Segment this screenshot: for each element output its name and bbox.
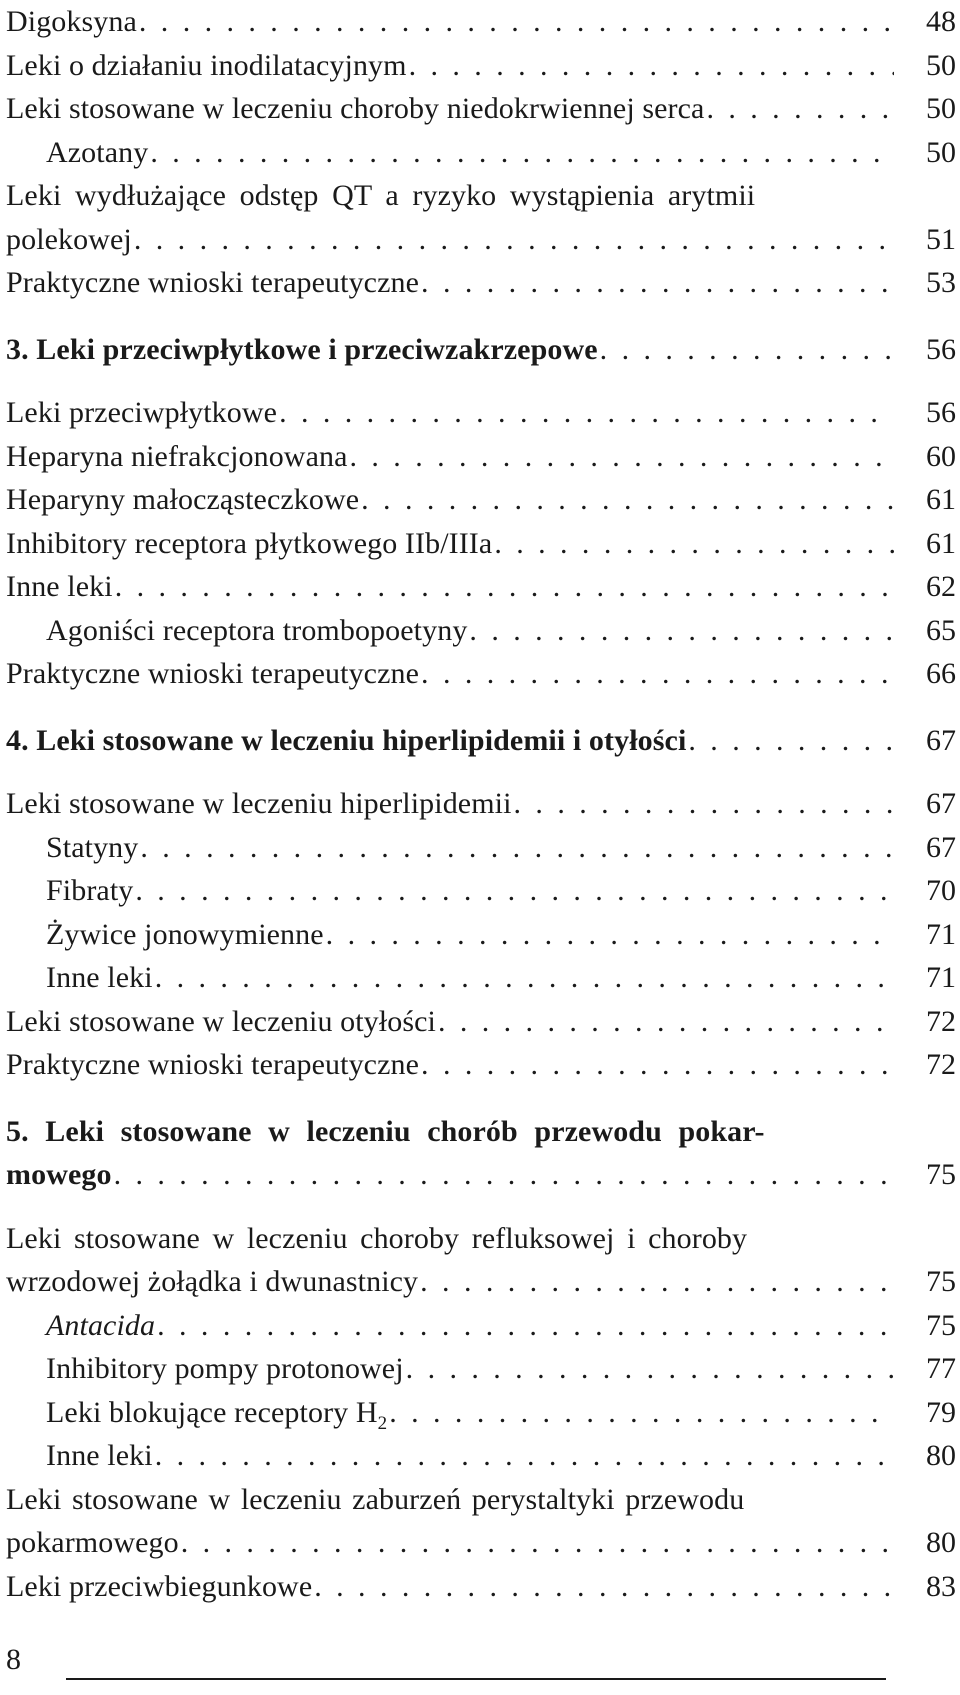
toc-entry-label: Inhibitory receptora płytkowego IIb/IIIa [6, 526, 493, 560]
table-of-contents [6, 0, 956, 1608]
toc-entry-page: 79 [926, 1395, 956, 1429]
page-number: 8 [6, 1643, 21, 1676]
toc-entry-page: 72 [926, 1004, 956, 1038]
toc-entry-page: 61 [926, 483, 956, 516]
dot-leader [406, 1347, 894, 1391]
toc-entry-page: 50 [926, 135, 956, 169]
toc-entry-label: Żywice jonowymienne [46, 917, 324, 951]
toc-chapter-label: 5. Leki stosowane w leczeniu chorób przewodu pokar- [6, 1114, 765, 1148]
toc-entry [6, 913, 956, 957]
toc-entry-label: Leki stosowane w leczeniu zaburzeń perystaltyki przewodu [6, 1482, 745, 1516]
toc-entry [6, 1000, 956, 1044]
dot-leader [421, 652, 894, 696]
dot-leader [438, 1000, 894, 1044]
dot-leader [421, 1043, 894, 1087]
toc-entry-label: Praktyczne wnioski terapeutyczne [6, 657, 420, 690]
toc-entry [6, 782, 956, 826]
toc-chapter-line [6, 1110, 956, 1154]
toc-entry-label: Inhibitory pompy protonowej [46, 1352, 404, 1385]
toc-chapter-label: 3. Leki przeciwpłytkowe i przeciwzakrzepowe [6, 332, 598, 366]
dot-leader [314, 1565, 894, 1609]
dot-leader [514, 782, 894, 826]
toc-entry-label: Antacida [46, 1308, 156, 1342]
toc-entry-line [6, 1217, 956, 1261]
dot-leader [181, 1521, 894, 1565]
toc-entry [6, 652, 956, 696]
dot-leader [600, 328, 894, 372]
toc-entry-label: Leki stosowane w leczeniu hiperlipidemii [6, 787, 512, 820]
toc-entry-label: Leki o działaniu inodilatacyjnym [6, 48, 407, 82]
toc-entry-page: 50 [926, 48, 956, 82]
toc-entry [6, 869, 956, 913]
toc-entry-label-text: Leki blokujące receptory H [46, 1395, 378, 1429]
toc-entry [6, 131, 956, 175]
toc-chapter-label: 4. Leki stosowane w leczeniu hiperlipidemii i otyłości [6, 723, 687, 757]
subscript: 2 [377, 1412, 388, 1434]
dot-leader [409, 44, 894, 88]
dot-leader [469, 609, 894, 653]
toc-entry [6, 435, 956, 479]
dot-leader [494, 522, 894, 566]
dot-leader [279, 391, 894, 435]
dot-leader [326, 913, 894, 957]
dot-leader [688, 719, 894, 763]
toc-entry-label: Azotany [46, 135, 149, 169]
toc-entry-label: Heparyny małocząsteczkowe [6, 483, 360, 516]
toc-entry [6, 0, 956, 44]
toc-entry [6, 1043, 956, 1087]
toc-entry-page: 67 [926, 787, 956, 820]
toc-entry [6, 391, 956, 435]
toc-entry-page: 60 [926, 439, 956, 473]
toc-entry-label: Leki stosowane w leczeniu otyłości [6, 1004, 436, 1038]
toc-entry-page: 53 [926, 266, 956, 299]
toc-chapter [6, 1153, 956, 1197]
toc-entry [6, 261, 956, 305]
toc-entry-label: Praktyczne wnioski terapeutyczne [6, 1048, 420, 1081]
toc-entry-label: Inne leki [6, 570, 113, 603]
toc-entry [6, 1347, 956, 1391]
toc-entry-page: 83 [926, 1569, 956, 1603]
toc-entry-page: 67 [926, 830, 956, 864]
toc-entry-page: 75 [926, 1158, 956, 1191]
dot-leader [140, 826, 894, 870]
toc-entry-page: 67 [926, 723, 956, 757]
toc-entry-label: pokarmowego [6, 1526, 179, 1559]
dot-leader [420, 1260, 894, 1304]
toc-entry-page: 70 [926, 874, 956, 907]
toc-entry-line [6, 1478, 956, 1522]
toc-entry-page: 75 [926, 1308, 956, 1342]
toc-chapter [6, 328, 956, 372]
toc-entry [6, 1565, 956, 1609]
dot-leader [361, 478, 894, 522]
toc-entry-page: 75 [926, 1265, 956, 1298]
toc-entry [6, 956, 956, 1000]
page-footer [6, 1630, 956, 1690]
toc-entry-label: Inne leki [46, 1439, 153, 1472]
toc-entry [6, 565, 956, 609]
toc-entry-label: Leki stosowane w leczeniu choroby refluksowej i choroby [6, 1221, 748, 1255]
toc-entry [6, 44, 956, 88]
dot-leader [135, 869, 894, 913]
toc-entry-page: 71 [926, 917, 956, 951]
toc-entry [6, 478, 956, 522]
toc-entry-label: Leki wydłużające odstęp QT a ryzyko wystąpienia arytmii [6, 179, 756, 212]
toc-entry-page: 61 [926, 526, 956, 560]
dot-leader [706, 87, 894, 131]
toc-entry-page: 72 [926, 1048, 956, 1081]
toc-entry-label: Leki stosowane w leczeniu choroby niedokrwiennej serca [6, 92, 705, 125]
dot-leader [389, 1391, 894, 1435]
toc-entry-page: 50 [926, 92, 956, 125]
dot-leader [115, 565, 894, 609]
toc-entry-page: 77 [926, 1352, 956, 1385]
toc-entry-page: 56 [926, 332, 956, 366]
toc-entry-page: 65 [926, 613, 956, 647]
toc-entry [6, 1260, 956, 1304]
toc-entry-page: 51 [926, 222, 956, 256]
toc-entry-page: 62 [926, 570, 956, 603]
toc-entry [6, 1521, 956, 1565]
dot-leader [150, 131, 894, 175]
dot-leader [421, 261, 894, 305]
toc-entry-label: Heparyna niefrakcjonowana [6, 439, 348, 473]
toc-chapter-label: mowego [6, 1158, 112, 1191]
dot-leader [155, 1434, 894, 1478]
toc-entry [6, 1391, 956, 1435]
footer-rule [66, 1678, 886, 1680]
toc-entry-label: Fibraty [46, 874, 134, 907]
toc-entry-page: 56 [926, 396, 956, 429]
toc-entry-page: 48 [926, 5, 956, 38]
toc-entry [6, 609, 956, 653]
toc-entry-label: Statyny [46, 830, 139, 864]
dot-leader [155, 956, 894, 1000]
toc-entry-label: Agoniści receptora trombopoetyny [46, 613, 468, 647]
toc-entry [6, 826, 956, 870]
toc-entry-label: polekowej [6, 222, 132, 256]
toc-entry-line [6, 174, 956, 218]
toc-entry-page: 80 [926, 1526, 956, 1559]
toc-entry-label: Leki przeciwbiegunkowe [6, 1569, 313, 1603]
toc-entry-page: 80 [926, 1439, 956, 1472]
toc-entry-label: Inne leki [46, 961, 153, 994]
toc-entry [6, 1304, 956, 1348]
toc-entry-label: Leki przeciwpłytkowe [6, 396, 278, 429]
toc-entry-page: 66 [926, 657, 956, 690]
toc-entry-label: Praktyczne wnioski terapeutyczne [6, 266, 420, 299]
toc-entry [6, 522, 956, 566]
toc-entry-page: 71 [926, 961, 956, 994]
toc-entry-label: Digoksyna [6, 5, 137, 38]
dot-leader [114, 1153, 894, 1197]
dot-leader [350, 435, 895, 479]
toc-entry [6, 218, 956, 262]
toc-entry-label: wrzodowej żołądka i dwunastnicy [6, 1265, 419, 1298]
toc-chapter [6, 719, 956, 763]
toc-entry [6, 1434, 956, 1478]
dot-leader [134, 218, 894, 262]
dot-leader [157, 1304, 894, 1348]
toc-entry [6, 87, 956, 131]
dot-leader [139, 0, 894, 44]
